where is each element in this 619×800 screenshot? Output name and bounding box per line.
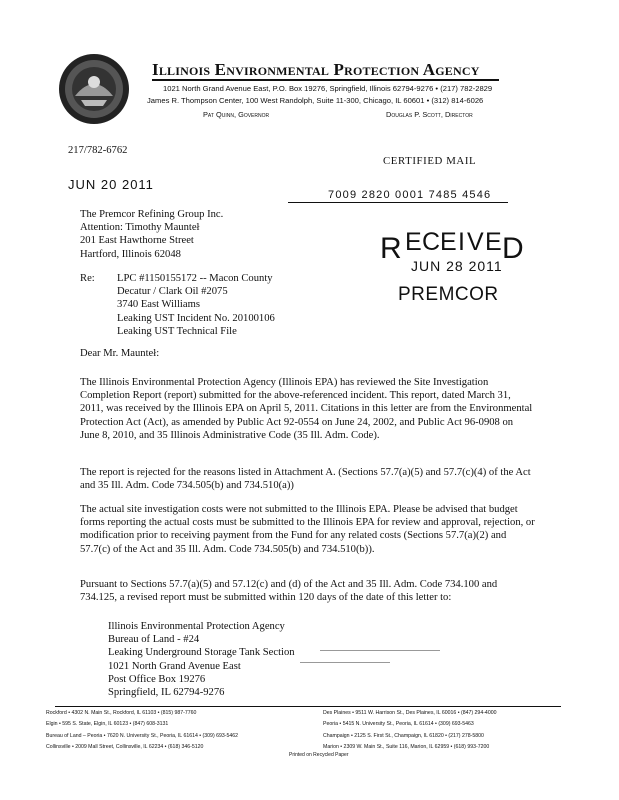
agency-address-chicago: James R. Thompson Center, 100 West Randolph, Suite 11-300, Chicago, IL 60601 • (312) 814-6026 [147, 96, 484, 105]
stamp-company: PREMCOR [398, 284, 499, 305]
stamp-letter: V [467, 228, 484, 256]
footer-office: Bureau of Land – Peoria • 7620 N. University St., Peoria, IL 61614 • (309) 693-5462 [46, 732, 239, 739]
agency-address-springfield: 1021 North Grand Avenue East, P.O. Box 19276, Springfield, Illinois 62794-9276 • (217) 782-2829 [163, 84, 493, 93]
paragraph-costs: The actual site investigation costs were not submitted to the Illinois EPA. Please be advised that budget forms reporting the actual costs must be submitted to the Illinois EPA for review and approval, rejection, or modification prior to receiving payment from the Fund for any related costs (Sections 57.7(a)(2) and 57.7(c) of the Act and 35 Ill. Adm. Code 734.505(b) and 734.510(b)). [80, 504, 535, 555]
mailing-line: Springfield, IL 62794-9276 [108, 687, 225, 699]
re-line: Leaking UST Technical File [117, 325, 237, 337]
scan-artifact [300, 662, 390, 663]
recipient-line: The Premcor Refining Group Inc. [80, 209, 224, 220]
governor-name: Pat Quinn, Governor [203, 110, 270, 119]
certified-mail-label: CERTIFIED MAIL [383, 155, 477, 167]
recipient-address [80, 208, 223, 261]
stamp-date: JUN 28 2011 [411, 258, 503, 274]
scan-artifact [320, 650, 440, 651]
mailing-line: 1021 North Grand Avenue East [108, 660, 241, 672]
stamp-letter: R [380, 232, 402, 265]
letterhead-rule [152, 79, 499, 81]
stamp-letter: C [422, 228, 441, 256]
re-subject [117, 272, 275, 338]
paragraph-review-summary: The Illinois Environmental Protection Agency (Illinois EPA) has reviewed the Site Investigation Completion Report (report) submitted for the above-referenced incident. This report, dated March 31, 2011, was received by the Illinois EPA on April 5, 2011. Citations in this letter are from the Environmental Protection Act (Act), as amended by Public Act 92-0554 on June 24, 2002, and Public Act 96-0908 on June 8, 2010, and 35 Illinois Administrative Code (35 Ill. Adm. Code). [80, 377, 533, 441]
footer-offices-right [323, 708, 496, 754]
mailing-line: Bureau of Land - #24 [108, 634, 200, 646]
re-line: 3740 East Williams [117, 299, 200, 311]
stamp-letter: E [405, 228, 422, 256]
footer-offices-left [46, 708, 238, 754]
received-stamp [378, 228, 524, 310]
phone-number: 217/782-6762 [68, 145, 128, 156]
mailing-line: Illinois Environmental Protection Agency [108, 621, 285, 632]
certified-mail-number: 7009 2820 0001 7485 4546 [328, 189, 492, 201]
mailing-address [108, 620, 295, 699]
mailing-line: Leaking Underground Storage Tank Section [108, 647, 295, 659]
re-line: LPC #1150155172 -- Macon County [117, 273, 273, 284]
re-line: Leaking UST Incident No. 20100106 [117, 312, 275, 324]
footer-office: Peoria • 5415 N. University St., Peoria, IL 61614 • (309) 693-5463 [323, 721, 474, 728]
paragraph-rejection: The report is rejected for the reasons listed in Attachment A. (Sections 57.7(a)(5) and 57.7(c)(4) of the Act and 35 Ill. Adm. Code 734.505(b) and 734.510(a)) [80, 467, 531, 492]
footer-office: Des Plaines • 9511 W. Harrison St., Des Plaines, IL 60016 • (847) 294-4000 [323, 710, 497, 716]
footer-rule [55, 706, 561, 707]
stamp-letter: E [440, 228, 457, 256]
letter-date-stamp: JUN 20 2011 [68, 177, 154, 192]
footer-office: Elgin • 595 S. State, Elgin, IL 60123 • (847) 608-3131 [46, 721, 169, 728]
re-line: Decatur / Clark Oil #2075 [117, 286, 228, 298]
agency-seal-logo [57, 52, 131, 126]
stamp-letter: E [485, 228, 502, 256]
recipient-line: 201 East Hawthorne Street [80, 235, 194, 247]
paragraph-resubmission: Pursuant to Sections 57.7(a)(5) and 57.12(c) and (d) of the Act and 35 Ill. Adm. Code 734.100 and 734.125, a revised report must be submitted within 120 days of the date of this letter to: [80, 579, 498, 604]
mailing-line: Post Office Box 19276 [108, 673, 206, 685]
agency-name: Illinois Environmental Protection Agency [152, 60, 480, 79]
salutation: Dear Mr. Maunteł: [80, 348, 160, 359]
stamp-letter: I [458, 228, 465, 256]
recycled-paper-note: Printed on Recycled Paper [289, 752, 349, 758]
stamp-letter: D [502, 232, 524, 265]
certified-number-underline [288, 202, 508, 203]
footer-office: Rockford • 4302 N. Main St., Rockford, IL 61103 • (815) 987-7760 [46, 710, 197, 716]
recipient-line: Attention: Timothy Maunteł [80, 222, 200, 234]
footer-office: Marion • 2309 W. Main St., Suite 116, Marion, IL 62959 • (618) 993-7200 [323, 744, 490, 751]
footer-office: Collinsville • 2009 Mall Street, Collinsville, IL 62234 • (618) 346-5120 [46, 744, 204, 751]
director-name: Douglas P. Scott, Director [386, 110, 473, 119]
footer-office: Champaign • 2125 S. First St., Champaign, IL 61820 • (217) 278-5800 [323, 732, 484, 739]
recipient-line: Hartford, Illinois 62048 [80, 248, 181, 260]
re-label: Re: [80, 273, 95, 284]
